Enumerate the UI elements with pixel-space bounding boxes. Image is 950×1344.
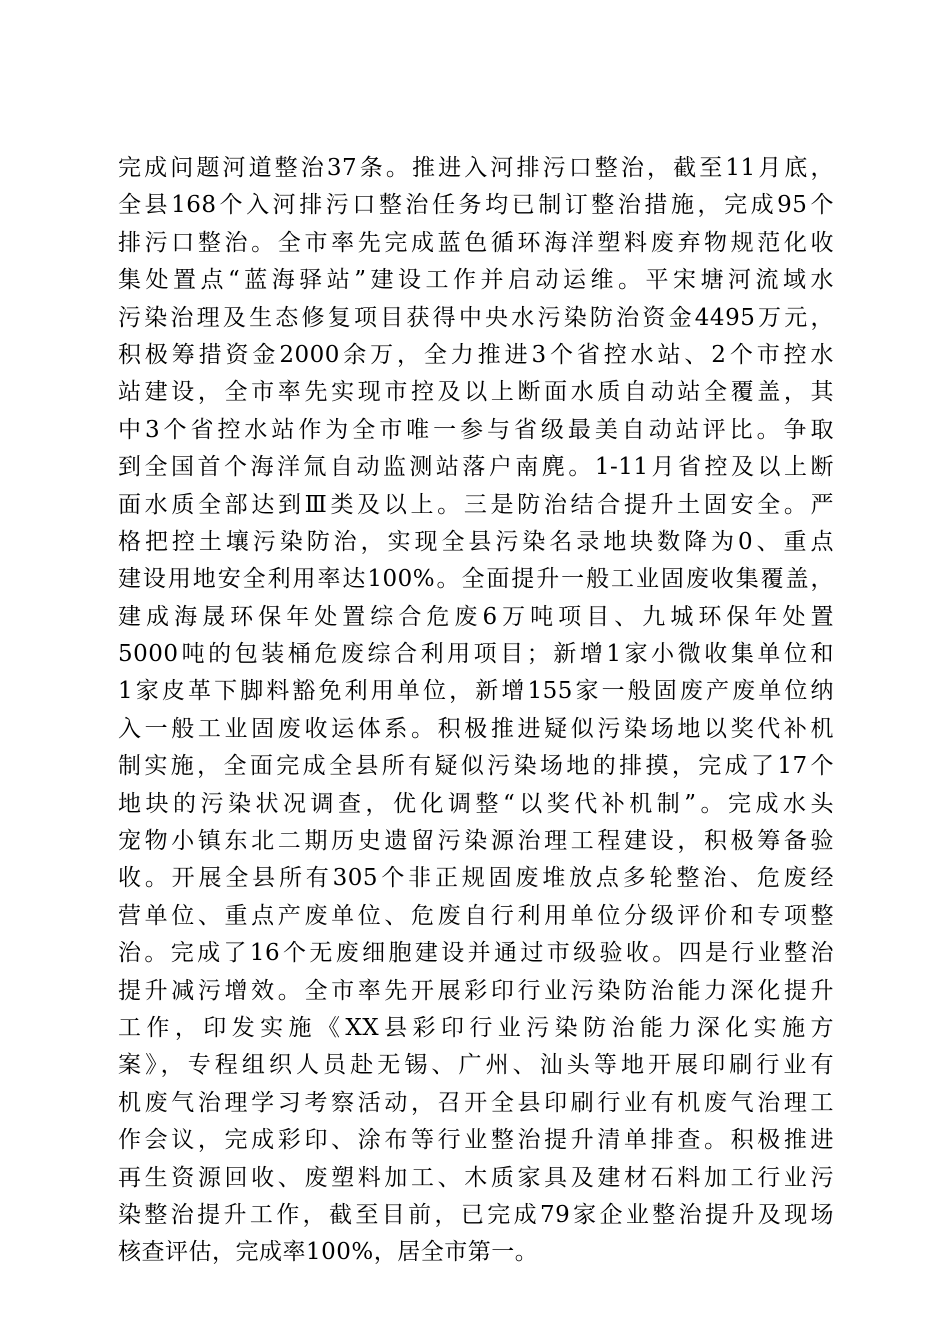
- text-line-24: 工作，印发实施《XX县彩印行业污染防治能力深化实施方: [118, 1014, 834, 1041]
- text-line-1: 完成问题河道整治37条。推进入河排污口整治，截至11月底，: [118, 155, 834, 181]
- text-line-13: 建成海晟环保年处置综合危废6万吨项目、九城环保年处置: [118, 603, 834, 630]
- text-line-22: 治。完成了16个无废细胞建设并通过市级验收。四是行业整治: [118, 940, 834, 967]
- body-paragraph: [118, 150, 834, 1272]
- text-line-14: 5000吨的包装桶危废综合利用项目；新增1家小微收集单位和: [118, 641, 834, 668]
- text-line-15: 1家皮革下脚料豁免利用单位，新增155家一般固废产废单位纳: [118, 678, 834, 705]
- text-line-26: 机废气治理学习考察活动，召开全县印刷行业有机废气治理工: [118, 1089, 834, 1116]
- text-line-10: 面水质全部达到Ⅲ类及以上。三是防治结合提升土固安全。严: [118, 491, 834, 518]
- text-line-28: 再生资源回收、废塑料加工、木质家具及建材石料加工行业污: [118, 1164, 834, 1191]
- text-line-23: 提升减污增效。全市率先开展彩印行业污染防治能力深化提升: [118, 977, 834, 1004]
- text-line-29: 染整治提升工作，截至目前，已完成79家企业整治提升及现场: [118, 1201, 834, 1228]
- text-line-8: 中3个省控水站作为全市唯一参与省级最美自动站评比。争取: [118, 416, 834, 443]
- text-line-3: 排污口整治。全市率先完成蓝色循环海洋塑料废弃物规范化收: [118, 229, 834, 256]
- text-line-11: 格把控土壤污染防治，实现全县污染名录地块数降为0、重点: [118, 528, 834, 555]
- text-line-17: 制实施，全面完成全县所有疑似污染场地的排摸，完成了17个: [118, 753, 834, 780]
- text-line-21: 营单位、重点产废单位、危废自行利用单位分级评价和专项整: [118, 902, 834, 929]
- text-line-7: 站建设，全市率先实现市控及以上断面水质自动站全覆盖，其: [118, 379, 834, 406]
- text-line-4: 集处置点“蓝海驿站”建设工作并启动运维。平宋塘河流域水: [118, 267, 834, 294]
- text-line-27: 作会议，完成彩印、涂布等行业整治提升清单排查。积极推进: [118, 1127, 834, 1154]
- text-line-2: 全县168个入河排污口整治任务均已制订整治措施，完成95个: [118, 192, 834, 219]
- text-line-19: 宠物小镇东北二期历史遗留污染源治理工程建设，积极筹备验: [118, 828, 834, 855]
- text-line-25: 案》，专程组织人员赴无锡、广州、汕头等地开展印刷行业有: [118, 1052, 834, 1079]
- text-line-16: 入一般工业固废收运体系。积极推进疑似污染场地以奖代补机: [118, 715, 834, 742]
- text-line-12: 建设用地安全利用率达100%。全面提升一般工业固废收集覆盖，: [118, 566, 834, 593]
- text-line-5: 污染治理及生态修复项目获得中央水污染防治资金4495万元，: [118, 304, 834, 331]
- text-line-30: 核查评估，完成率100%，居全市第一。: [118, 1239, 539, 1266]
- text-line-20: 收。开展全县所有305个非正规固废堆放点多轮整治、危废经: [118, 865, 834, 892]
- text-line-9: 到全国首个海洋氚自动监测站落户南麂。1-11月省控及以上断: [118, 454, 834, 481]
- text-line-18: 地块的污染状况调查，优化调整“以奖代补机制”。完成水头: [118, 790, 834, 817]
- text-line-6: 积极筹措资金2000余万，全力推进3个省控水站、2个市控水: [118, 341, 834, 368]
